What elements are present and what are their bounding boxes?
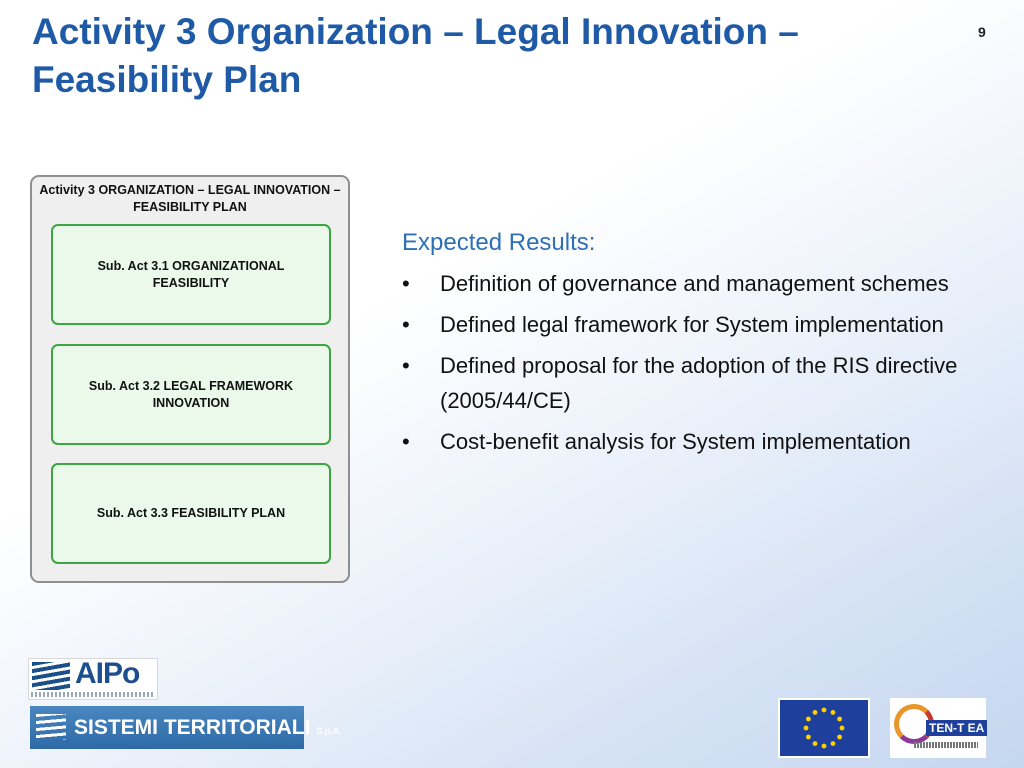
star-icon xyxy=(813,741,818,746)
panel-title: Activity 3 ORGANIZATION – LEGAL INNOVATION – FEASIBILITY PLAN xyxy=(39,183,341,214)
bullet-icon: • xyxy=(402,429,410,454)
aipo-tagline xyxy=(31,692,155,697)
ten-t-ea-logo xyxy=(890,698,986,758)
eu-flag-icon xyxy=(780,700,868,756)
star-icon xyxy=(831,710,836,715)
wave-icon xyxy=(32,662,70,690)
star-icon xyxy=(822,744,827,749)
star-icon xyxy=(831,741,836,746)
star-icon xyxy=(837,717,842,722)
star-icon xyxy=(837,735,842,740)
page-number: 9 xyxy=(978,24,986,40)
results-list xyxy=(402,266,962,459)
ten-t-tagline xyxy=(914,742,978,748)
wave-icon xyxy=(36,714,66,740)
star-icon xyxy=(813,710,818,715)
result-text: Defined proposal for the adoption of the RIS directive (2005/44/CE) xyxy=(440,353,958,413)
result-text: Cost-benefit analysis for System implementation xyxy=(440,429,911,454)
bullet-icon: • xyxy=(402,353,410,378)
sub-activity-3-2: Sub. Act 3.2 LEGAL FRAMEWORK INNOVATION xyxy=(51,344,331,445)
expected-results xyxy=(402,226,962,465)
sub-activity-3-1: Sub. Act 3.1 ORGANIZATIONAL FEASIBILITY xyxy=(51,224,331,325)
star-icon xyxy=(822,708,827,713)
list-item xyxy=(402,266,962,301)
result-text: Defined legal framework for System implementation xyxy=(440,312,944,337)
bullet-icon: • xyxy=(402,271,410,296)
sistemi-logo-text xyxy=(74,716,342,740)
aipo-logo-text: AIPo xyxy=(75,657,140,690)
list-item xyxy=(402,424,962,459)
sub-activity-3-3: Sub. Act 3.3 FEASIBILITY PLAN xyxy=(51,463,331,564)
ten-t-logo-text: TEN-T EA xyxy=(926,720,987,736)
sistemi-suffix: S.p.A. xyxy=(316,726,342,736)
aipo-logo xyxy=(28,658,158,700)
star-icon xyxy=(806,735,811,740)
bullet-icon: • xyxy=(402,312,410,337)
activity-panel xyxy=(30,175,350,583)
results-heading: Expected Results: xyxy=(402,229,596,256)
list-item xyxy=(402,348,962,418)
result-text: Definition of governance and management schemes xyxy=(440,271,949,296)
sistemi-territoriali-logo xyxy=(30,706,342,749)
star-icon xyxy=(804,726,809,731)
slide-title: Activity 3 Organization – Legal Innovation – Feasibility Plan xyxy=(32,11,799,100)
star-icon xyxy=(806,717,811,722)
star-icon xyxy=(840,726,845,731)
eu-flag-logo xyxy=(778,698,870,758)
sistemi-name: SISTEMI TERRITORIALI xyxy=(74,716,311,739)
list-item xyxy=(402,307,962,342)
